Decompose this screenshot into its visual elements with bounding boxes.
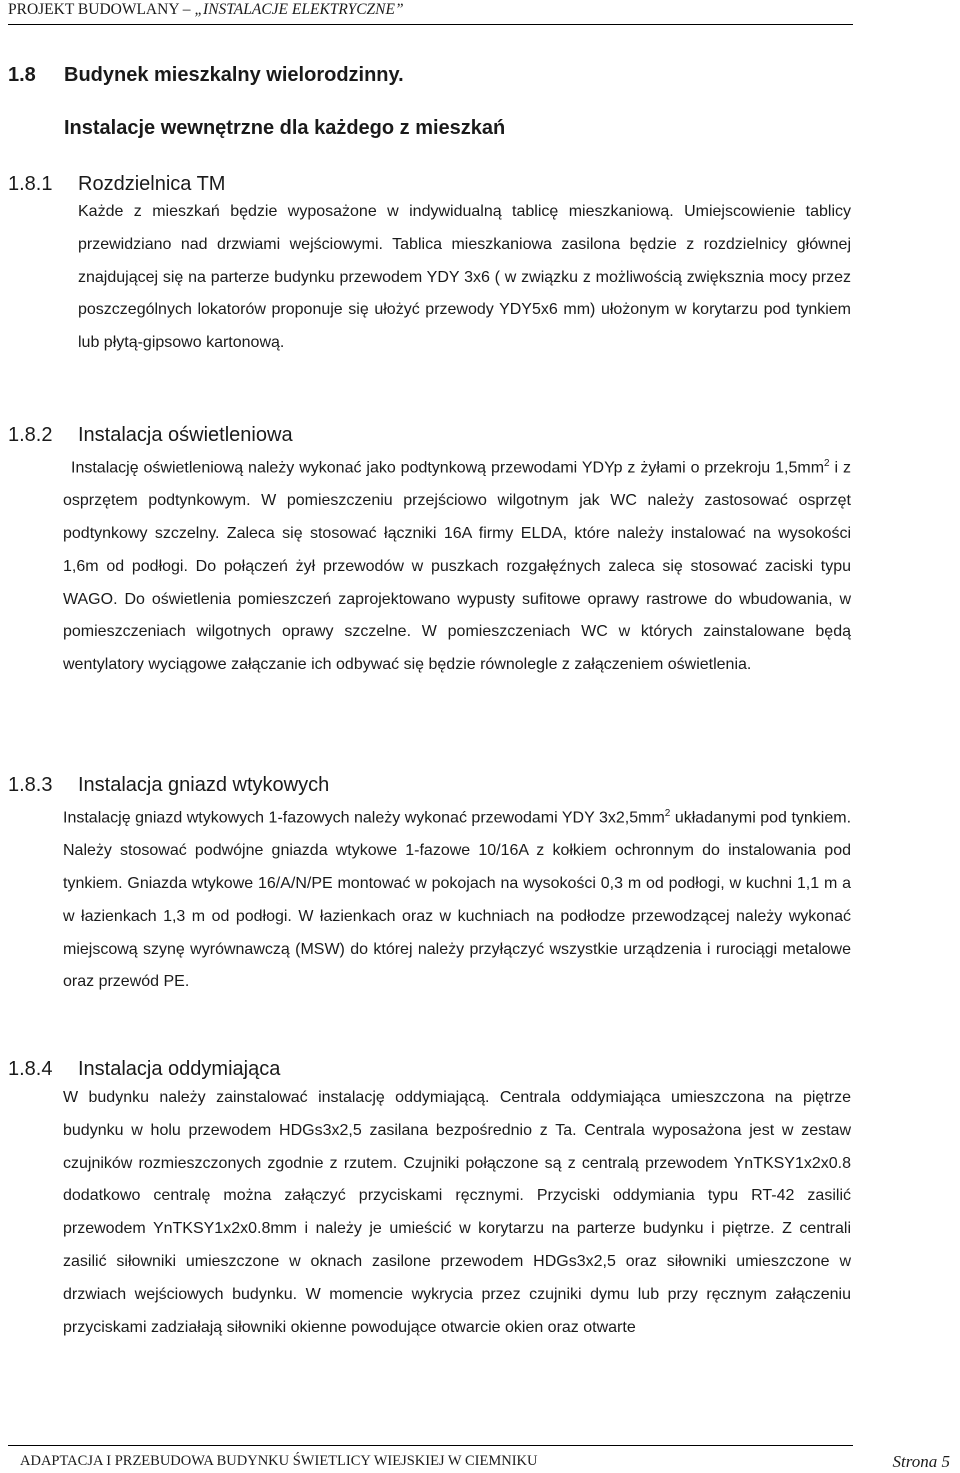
body-text: Instalację gniazd wtykowych 1-fazowych należy wykonać przewodami YDY 3x2,5mm [63,809,665,827]
subsection-body-gniazda [63,798,851,999]
subsection-number: 1.8.2 [8,424,53,446]
subsection-title: Instalacja oddymiająca [78,1058,281,1080]
superscript: 2 [824,458,830,469]
section-title [8,61,404,89]
body-text: i z osprzętem podtynkowym. W pomieszczeniu przejściowo wilgotnym jak WC należy zastosować osprzęt podtynkowy szczelny. Zaleca się stosować łączniki 16A firmy ELDA, które należy instalować na wysokości 1,6m od podłogi. Do połączeń żył przewodów w puszkach rozgałęźnych zaleca się stosować zaciski typu WAGO. Do oświetlenia pomieszczeń zaprojektowano wypusty sufitowe oprawy rastrowe do wbudowania, w pomieszczeniach wilgotnych oprawy szczelne. W pomieszczeniach WC w których zainstalowane będą wentylatory wyciągowe załączanie ich odbywać się będzie równolegle z załączeniem oświetlenia. [63,459,851,674]
subsection-title: Instalacja gniazd wtykowych [78,774,330,796]
footer-divider [8,1445,853,1446]
subsection-heading-oswietlenie [8,421,293,449]
subsection-body-oswietlenie [63,448,851,682]
header-subtitle: „INSTALACJE ELEKTRYCZNE” [194,1,404,18]
footer-text: ADAPTACJA I PRZEBUDOWA BUDYNKU ŚWIETLICY WIEJSKIEJ W CIEMNIKU [20,1453,538,1469]
page-header [8,0,853,25]
subsection-body-rozdzielnica: Każde z mieszkań będzie wyposażone w indywidualną tablicę mieszkaniową. Umiejscowienie tablicy przewidziano nad drzwiami wejściowymi. Tablica mieszkaniowa zasilona będzie z rozdzielnicy głównej znajdującej się na parterze budynku przewodem YDY 3x6 ( w związku z możliwością zwiększnia mocy przez poszczególnych lokatorów proponuje się ułożyć przewody YDY5x6 mm) ułożonym w korytarzu pod tynkiem lub płytą-gipsowo kartonową. [78,203,851,352]
subsection-title: Rozdzielnica TM [78,173,226,195]
subsection-number: 1.8.3 [8,774,53,796]
superscript: 2 [664,808,671,819]
subsection-title: Instalacja oświetleniowa [78,424,293,446]
section-title-text: Budynek mieszkalny wielorodzinny. [64,64,404,86]
subsection-number: 1.8.1 [8,173,53,195]
section-subtitle: Instalacje wewnętrzne dla każdego z mieszkań [64,117,506,139]
subsection-heading-gniazda [8,771,329,799]
section-number: 1.8 [8,64,36,86]
subsection-body-oddymianie: W budynku należy zainstalować instalację oddymiającą. Centrala oddymiająca umieszczona na piętrze budynku w holu przewodem HDGs3x2,5 zasilana bezpośrednio z Ta. Centrala wyposażona jest w zestaw czujników rozmieszczonych zgodnie z rzutem. Czujniki połączone są z centralą przewodem YnTKSY1x2x0.8 dodatkowo centralę można załączyć przyciskami ręcznymi. Przyciski oddymiania typu RT-42 zasilić przewodem YnTKSY1x2x0.8mm i należy je umieścić w korytarzu na parterze budynku i piętrze. Z centrali zasilić siłowniki umieszczone w oknach zasilone przewodem HDGs3x2,5 oraz siłowniki umieszczone w drzwiach wejściowych budynku. W momencie wykrycia przez czujniki dymu lub przy ręcznym załączeniu przyciskami zadziałają siłowniki okienne powodujące otwarcie okien oraz otwarte [63,1089,851,1336]
body-text: Instalację oświetleniową należy wykonać jako podtynkową przewodami YDYp z żyłami o przekroju 1,5mm [71,459,825,477]
subsection-heading-oddymianie [8,1055,280,1083]
body-text: układanymi pod tynkiem. Należy stosować podwójne gniazda wtykowe 1-fazowe 10/16A z kołkiem ochronnym do instalowania pod tynkiem. Gniazda wtykowe 16/A/N/PE montować w pokojach na wysokości 0,3 m od podłogi, w kuchni 1,1 m a w łazienkach 1,3 m od podłogi. W łazienkach oraz w kuchniach na podłodze przewodzącej należy wykonać miejscową szynę wyrównawczą (MSW) do której należy przyłączyć wszystkie urządzenia i rurociągi metalowe oraz przewód PE. [63,809,852,991]
subsection-heading-rozdzielnica [8,170,225,198]
page-number: Strona 5 [892,1452,950,1471]
header-project: PROJEKT BUDOWLANY – [8,1,191,18]
subsection-number: 1.8.4 [8,1058,53,1080]
